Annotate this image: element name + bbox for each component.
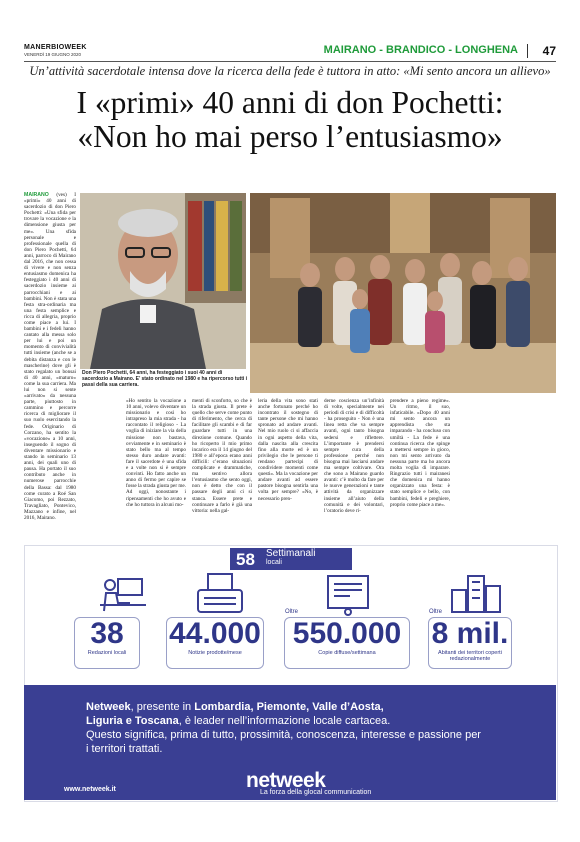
header-rule bbox=[24, 61, 556, 62]
stat-box-offices bbox=[74, 617, 140, 669]
article-column-1 bbox=[24, 192, 76, 522]
issue-date: VENERDÌ 19 GIUGNO 2020 bbox=[24, 52, 82, 57]
weeklies-count: 58 bbox=[236, 550, 255, 569]
stat-inhabitants-label: Abitanti dei territori coperti redazionalmente bbox=[438, 650, 502, 662]
netweek-logo: netweek bbox=[246, 769, 326, 792]
typewriter-icon bbox=[196, 572, 244, 616]
masthead: MANERBIOWEEK bbox=[24, 44, 87, 51]
article-column-5: derne coscienza un’infinità di volte, specialmente nei periodi di crisi e di difficoltà - ha proseguito - Non è una linea retta che va sempre avanti, ogni tanto bisogna sedersi e riflettere. L’importante è prendersi sempre cura della professione perché non bisogna mai lasciarsi andare ma sempre coltivare. Ora che sono a Mairano guardo avanti: c’è molto da fare per le nuove generazioni e tante attività da organizzare insieme all’aiuto della comunità e dei volontari, l’oratorio deve ri- bbox=[324, 398, 384, 514]
weeklies-sub: locali bbox=[266, 559, 282, 566]
portrait-photo bbox=[80, 193, 246, 369]
stat-copies-value: 550.000 bbox=[292, 617, 402, 650]
stat-offices-label: Redazioni locali bbox=[87, 650, 127, 656]
advert-regions-1: Lombardia, Piemonte, Valle d’Aosta, bbox=[194, 701, 384, 713]
town-icon bbox=[448, 568, 504, 614]
dateline: MAIRANO bbox=[24, 192, 49, 198]
headline-line-1: I «primi» 40 anni di don Pochetti: bbox=[76, 85, 504, 120]
stat-copies-label: Copie diffuse/settimana bbox=[318, 650, 376, 656]
stat-copies-prefix: Oltre bbox=[285, 609, 299, 615]
advert-tagline: La forza della glocal communication bbox=[260, 789, 372, 796]
stat-inhabitants-prefix: Oltre bbox=[429, 609, 443, 615]
stat-news-label: Notizie prodotte/mese bbox=[188, 650, 242, 656]
article-column-4: leria della vita sono stati anche fortunato perché ho incontrato il sostegno di tante persone che mi hanno spronato ad andare avanti. Nel mio ruolo ci si affaccia in ogni aspetto della vita, dalla nascita alla crescita fino alla morte ed è un privilegio che le persone ti rendano partecipi di condividere momenti come questi». Ma la vocazione per andare avanti ad essere pastore bisogna sentirla una volta per sempre? «No, è necessario pren- bbox=[258, 398, 318, 502]
photo-caption: Don Piero Pochetti, 64 anni, ha festeggiato i suoi 40 anni di sacerdozio a Mairano. E’ stato ordinato nel 1980 e ha ripercorso tutti i passi della sua carriera. bbox=[82, 370, 248, 388]
headline-line-2: «Non ho mai perso l’entusiasmo» bbox=[77, 119, 503, 154]
weeklies-badge bbox=[230, 548, 352, 570]
advert-brand: Netweek bbox=[86, 701, 131, 713]
desk-worker-icon bbox=[100, 575, 152, 615]
group-photo bbox=[250, 193, 556, 393]
advert-url[interactable]: www.netweek.it bbox=[64, 786, 116, 793]
advert-regions-2: Liguria e Toscana bbox=[86, 715, 179, 727]
portrait-illustration bbox=[80, 193, 246, 369]
advert-text-b: , è leader nell’informazione locale cartacea. bbox=[178, 715, 391, 727]
weeklies-word: Settimanali bbox=[266, 548, 316, 559]
group-illustration bbox=[250, 193, 556, 393]
kicker: Un’attività sacerdotale intensa dove la ricerca della fede è tuttora in atto: «Mi sento ancora un allievo» bbox=[29, 64, 551, 78]
article-column-2: «Ho sentito la vocazione a 10 anni, volevo diventare un missionario e così ho intrapreso la mia strada - ha raccontato il religioso - La voglia di iniziare la via della missione non bastava, ovviamente e in seminario è stato bello ma al tempo stesso duro andare avanti: fare il sacerdote è una sfida e a volte non si è sempre convinti. Ho fatto anche un anno di fermo per capire se fosse la strada giusta per me. Ad oggi, nonostante i ripensamenti che ho avuto e che ho tuttora in alcuni mo- bbox=[126, 398, 186, 508]
page-separator bbox=[527, 44, 528, 58]
stat-box-news bbox=[166, 617, 264, 669]
article-column-6: prendere a pieno regime». Un ritmo, il suo, infaticabile. «Dopo 40 anni mi sento ancora un apprendista che sta imparando - ha concluso con umiltà - La fede è una continua ricerca che spinge a mettersi sempre in gioco, non mi sento arrivato da nessuna parte ma ho ancora molta voglia di imparare. Ringrazio tutti i mairanesi che domenica mi hanno organizzato una festa: è stato semplice e bello, con bambini, fedeli e preghiere, proprio come piace a me». bbox=[390, 398, 450, 508]
stat-offices-value: 38 bbox=[90, 617, 124, 650]
advert-text-a: , presente in bbox=[130, 701, 195, 713]
article-column-3: menti di sconforto, so che è la strada giusta. Il prete è quello che serve come punto di riferimento, che cerca di facilitare gli scambi e di far guardare tutti in una direzione comune. Quando ho ricoperto il mio primo incarico era il 14 giugno del 1980 e all’epoca erano anni difficili: c’erano situazioni complicate e drammatiche, ma sentivo allora l’entusiasmo che sento oggi, non è detto che con il passare degli anni ci si stanca. Essere prete e continuare a farlo è già una vittoria: nella gal- bbox=[192, 398, 252, 514]
stat-inhabitants-value: 8 mil. bbox=[431, 617, 509, 650]
newspaper-reader-icon bbox=[320, 572, 376, 616]
page-number: 47 bbox=[542, 44, 556, 58]
section-title: MAIRANO - BRANDICO - LONGHENA bbox=[323, 44, 518, 56]
stat-box-inhabitants bbox=[428, 609, 512, 669]
advert-text-c: Questo significa, prima di tutto, prossimità, conoscenza, interesse e passione per i territori trattati. bbox=[86, 729, 481, 755]
column-1-text: (ves) I «primi» 40 anni di sacerdozio di don Piero Pochetti: «Una sfida per trovare la vocazione e la dimensione giusta per me». Una sfida personale e professionale quella di don Piero Pochetti, 64 anni, parroco di Mairano dal 2016, che non cessa di vivere e non senza entusiasmo domenica ha festeggiato i 40 anni di sacerdozio insieme ai parrocchiani e ai bambini. Non è stata una festa stra-ordinaria ma una festa semplice e ricca di allegria, proprio come piace a lui. I bambini e i fedeli hanno cantato alla messa solo per lui e poi un momento di convivialità tutti insieme (anche se a debita distanza e con le mascherine) dove gli è stato regalato un bonsai di 40 anni, «maturo» come la sua carriera. Ma lui non si sente «arrivato» da nessuna parte, piuttosto in cammino e percorre ricerca di migliorare il suo ruolo esercitando la fede. Originario di Corzano, ha sentito la «vocazione» a 10 anni, inseguendo il sogno di diventare missionario e stando in seminario 13 anni, dei quali uno di pausa. Ha portato il suo contributo anche in numerose parrocchie della Bassa: dal 1980 come curato a Roé San Giacomo, poi Rezzato, Travagliato, Pontevico, Mazzano e infine, nel 2016, Mairano. bbox=[24, 192, 76, 521]
stat-box-copies bbox=[284, 609, 410, 669]
advert-text bbox=[86, 700, 486, 756]
stat-news-value: 44.000 bbox=[169, 617, 261, 650]
